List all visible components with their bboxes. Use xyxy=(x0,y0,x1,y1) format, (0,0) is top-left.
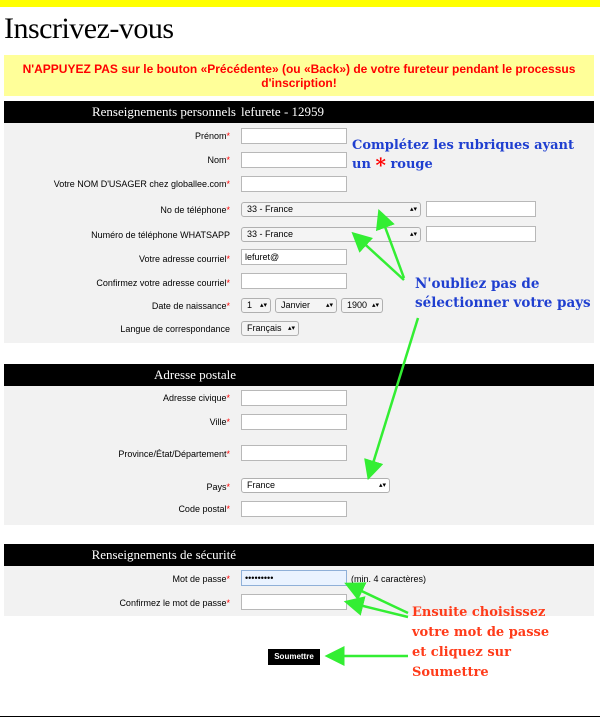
birth-month-select[interactable]: Janvier ▴▾ xyxy=(275,298,337,313)
email-label: Votre adresse courriel* xyxy=(138,254,230,264)
email-input[interactable]: lefuret@ xyxy=(241,249,347,265)
whatsapp-country-select[interactable]: 33 - France ▴▾ xyxy=(241,227,421,242)
select-arrow-icon: ▴▾ xyxy=(371,302,379,309)
user-info: lefurete - 12959 xyxy=(241,104,325,119)
country-label: Pays* xyxy=(206,482,230,492)
personal-header-title: Renseignements personnels xyxy=(91,104,236,119)
select-arrow-icon: ▴▾ xyxy=(378,482,386,489)
postal-section xyxy=(4,364,594,525)
province-input[interactable] xyxy=(241,445,347,461)
annotation-complete-line2: un * rouge xyxy=(352,153,433,177)
annotation-password-line1: Ensuite choisissez xyxy=(412,605,546,620)
password-hint: (min. 4 caractères) xyxy=(351,574,427,584)
annotation-password xyxy=(412,603,549,683)
password-confirm-label: Confirmez le mot de passe* xyxy=(119,598,230,608)
password-label: Mot de passe* xyxy=(172,574,230,584)
postal-header-title: Adresse postale xyxy=(154,367,236,382)
warning-text: N'APPUYEZ PAS sur le bouton «Précédente» (ou «Back») de votre fureteur pendant le processus d'inscription! xyxy=(22,61,576,90)
required-star-icon: * xyxy=(375,153,386,177)
select-arrow-icon: ▴▾ xyxy=(287,325,295,332)
select-arrow-icon: ▴▾ xyxy=(325,302,333,309)
warning-banner xyxy=(4,55,594,96)
postal-code-input[interactable] xyxy=(241,501,347,517)
annotation-complete xyxy=(352,136,574,175)
street-label: Adresse civique* xyxy=(162,393,230,403)
birthdate-label: Date de naissance* xyxy=(151,301,230,311)
annotation-country-line1: N'oubliez pas de xyxy=(415,276,540,292)
country-select[interactable]: France ▴▾ xyxy=(241,478,390,493)
annotation-password-line2: votre mot de passe xyxy=(412,625,550,640)
username-label: Votre NOM D'USAGER chez globallee.com* xyxy=(53,179,230,189)
phone-label: No de téléphone* xyxy=(160,205,230,215)
phone-number-input[interactable] xyxy=(426,201,536,217)
username-input[interactable] xyxy=(241,176,347,192)
password-input[interactable]: ••••••••• xyxy=(241,570,347,586)
province-label: Province/État/Département* xyxy=(118,449,230,459)
language-select[interactable]: Français ▴▾ xyxy=(241,321,299,336)
password-confirm-input[interactable] xyxy=(241,594,347,610)
bottom-divider xyxy=(0,716,600,717)
postal-header xyxy=(4,364,594,386)
email-confirm-label: Confirmez votre adresse courriel* xyxy=(96,278,230,288)
top-yellow-banner xyxy=(0,0,600,7)
annotation-country xyxy=(415,275,591,313)
first-name-label: Prénom* xyxy=(194,131,230,141)
city-label: Ville* xyxy=(209,417,230,427)
phone-country-select[interactable]: 33 - France ▴▾ xyxy=(241,202,421,217)
select-arrow-icon: ▴▾ xyxy=(259,302,267,309)
email-confirm-input[interactable] xyxy=(241,273,347,289)
last-name-label: Nom* xyxy=(207,155,230,165)
language-label: Langue de correspondance xyxy=(120,324,230,334)
annotation-password-line4: Soumettre xyxy=(412,665,489,680)
submit-button[interactable]: Soumettre xyxy=(268,649,320,665)
personal-header xyxy=(4,101,594,123)
street-input[interactable] xyxy=(241,390,347,406)
annotation-country-line2: sélectionner votre pays xyxy=(415,295,591,311)
security-header xyxy=(4,544,594,566)
annotation-password-line3: et cliquez sur xyxy=(412,645,511,660)
whatsapp-label: Numéro de téléphone WHATSAPP xyxy=(91,230,230,240)
birth-day-select[interactable]: 1 ▴▾ xyxy=(241,298,271,313)
select-arrow-icon: ▴▾ xyxy=(409,206,417,213)
annotation-complete-line1: Complétez les rubriques ayant xyxy=(352,138,575,153)
birth-year-select[interactable]: 1900 ▴▾ xyxy=(341,298,383,313)
last-name-input[interactable] xyxy=(241,152,347,168)
city-input[interactable] xyxy=(241,414,347,430)
first-name-input[interactable] xyxy=(241,128,347,144)
page-title: Inscrivez-vous xyxy=(4,12,174,45)
postal-code-label: Code postal* xyxy=(178,504,230,514)
select-arrow-icon: ▴▾ xyxy=(409,231,417,238)
whatsapp-number-input[interactable] xyxy=(426,226,536,242)
security-header-title: Renseignements de sécurité xyxy=(91,547,236,562)
